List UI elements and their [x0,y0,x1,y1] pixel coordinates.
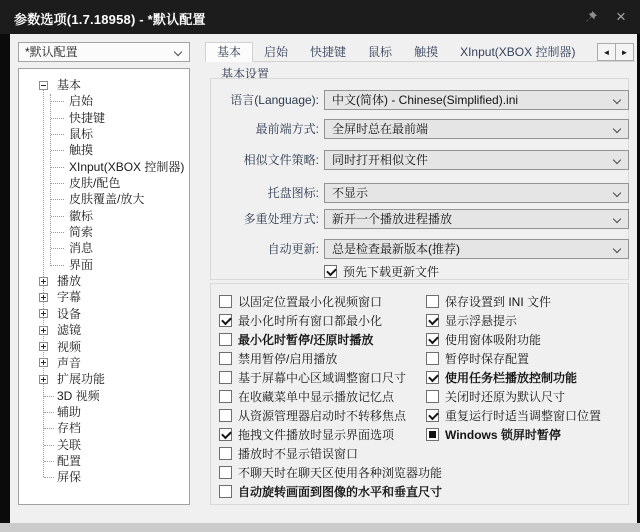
tree-item-label: 鼠标 [69,127,94,142]
option-row[interactable] [219,330,442,349]
tree-item-label: 消息 [69,241,94,256]
setting-label: 语言(Language): [230,93,319,107]
tree-item-label: 视频 [57,339,82,354]
checkbox-label: 保存设置到 INI 文件 [445,295,552,309]
checkbox[interactable] [324,265,337,278]
tree-item-label: 播放 [57,274,82,289]
setting-combobox[interactable] [324,239,629,259]
setting-label: 托盘图标: [267,186,319,200]
checkbox[interactable] [426,333,439,346]
tree-item[interactable] [19,159,189,175]
tree-item-label: 界面 [69,257,94,272]
chevron-down-icon [174,48,182,56]
checkbox-label: 基于屏幕中心区域调整窗口尺寸 [238,371,407,385]
expand-icon[interactable] [39,358,48,367]
expand-icon[interactable] [39,277,48,286]
checkbox[interactable] [426,390,439,403]
combobox-value: 全屏时总在最前端 [332,122,429,136]
option-row[interactable] [219,292,442,311]
option-row[interactable] [426,292,601,311]
checkbox-label: 播放时不显示错误窗口 [238,447,359,461]
checkbox[interactable] [219,333,232,346]
checkbox[interactable] [219,390,232,403]
checkbox[interactable] [219,295,232,308]
setting-combobox[interactable] [324,150,629,170]
tree-item-label: XInput(XBOX 控制器) [69,159,185,174]
checkbox-label: 重复运行时适当调整窗口位置 [445,409,602,423]
checkbox[interactable] [426,314,439,327]
tree-item[interactable] [19,224,189,240]
checkbox-label: 使用任务栏播放控制功能 [445,371,578,385]
tree-item[interactable] [19,289,189,305]
tree-item-label: 关联 [57,437,82,452]
tree-item-label: 基本 [57,78,82,92]
setting-combobox[interactable] [324,209,629,229]
tree-item-label: 简索 [69,225,94,240]
option-row[interactable] [426,330,601,349]
tab-启始[interactable]: 启始 [264,45,289,59]
checkbox[interactable] [426,409,439,422]
tab-scroll-right-icon[interactable]: ► [615,43,634,61]
tree-item-label: 启始 [69,94,94,109]
setting-label: 最前端方式: [255,122,319,136]
tab-XInput(XBOX 控制器)[interactable]: XInput(XBOX 控制器) [460,45,576,59]
tree-item[interactable] [19,175,189,191]
tree-item[interactable] [19,371,189,387]
tree-item-label: 徽标 [69,208,94,223]
option-row[interactable] [426,311,601,330]
option-row[interactable] [426,368,601,387]
option-row[interactable] [219,444,442,463]
option-row[interactable] [219,349,442,368]
checkbox-label: 最小化时暂停/还原时播放 [238,333,374,347]
expand-icon[interactable] [39,342,48,351]
checkbox-label: 暂停时保存配置 [445,352,530,366]
tree-item-label: 快捷键 [69,110,106,125]
checkbox[interactable] [426,371,439,384]
group-title-basic-settings: 基本设置 [217,65,273,82]
pin-icon [584,10,598,24]
tab-scroll-arrows [597,43,634,61]
tree-item[interactable] [19,77,189,93]
setting-combobox[interactable] [324,90,629,110]
checkbox-label: 显示浮悬提示 [445,314,518,328]
option-row[interactable] [426,387,601,406]
combobox-value: 总是检查最新版本(推荐) [332,242,460,256]
tab-strip [205,42,635,62]
tree-item[interactable] [19,208,189,224]
basic-settings-group [210,78,629,280]
combobox-value: 中文(简体) - Chinese(Simplified).ini [332,93,519,107]
checkbox[interactable] [219,352,232,365]
profile-value: *默认配置 [25,45,78,59]
tree-item[interactable] [19,240,189,256]
checkbox[interactable] [219,447,232,460]
tree-item-label: 滤镜 [57,323,82,338]
checkbox[interactable] [219,485,232,498]
tree-item-label: 扩展功能 [57,372,106,387]
checkbox-label: 最小化时所有窗口都最小化 [238,314,383,328]
option-row[interactable] [219,311,442,330]
expand-icon[interactable] [39,293,48,302]
tree-item[interactable] [19,453,189,469]
tree-item-label: 皮肤/配色 [69,176,121,191]
checkbox[interactable] [219,466,232,479]
option-row[interactable] [426,425,601,444]
dialog-bottom-edge [0,523,640,532]
tree-item-label: 声音 [57,355,82,370]
setting-label: 多重处理方式: [243,212,319,226]
setting-combobox[interactable] [324,119,629,139]
checkbox-label: 拖拽文件播放时显示界面选项 [238,428,395,442]
checkbox[interactable] [426,428,439,441]
tab-基本[interactable]: 基本 [205,42,253,62]
tab-scroll-left-icon[interactable]: ◄ [597,43,616,61]
options-group [210,283,629,505]
settings-tree[interactable] [18,68,190,505]
option-row[interactable] [219,387,442,406]
tree-item-label: 触摸 [69,143,94,158]
tree-item[interactable] [19,191,189,207]
checkbox-label: 以固定位置最小化视频窗口 [238,295,383,309]
tab-快捷键[interactable]: 快捷键 [310,45,347,59]
expand-icon[interactable] [39,375,48,384]
tree-item[interactable] [19,437,189,453]
option-row[interactable] [426,406,601,425]
tab-鼠标[interactable]: 鼠标 [368,45,393,59]
tree-item-label: 设备 [57,306,82,321]
checkbox-label: 关闭时还原为默认尺寸 [445,390,566,404]
window-title: 参数选项(1.7.18958) - *默认配置 [14,12,206,27]
predownload-update-option[interactable] [324,263,439,280]
collapse-icon[interactable] [39,81,48,90]
tree-item[interactable] [19,322,189,338]
setting-label: 相似文件策略: [243,153,319,167]
tree-item[interactable] [19,110,189,126]
tree-item[interactable] [19,126,189,142]
pin-button[interactable] [580,7,602,27]
checkbox[interactable] [219,314,232,327]
checkbox-label: 禁用暂停/启用播放 [238,352,338,366]
tree-item[interactable] [19,273,189,289]
combobox-value: 新开一个播放进程播放 [332,212,453,226]
tree-item[interactable] [19,388,189,404]
tree-item-label: 屏保 [57,470,82,485]
tree-item[interactable] [19,93,189,109]
tree-item-label: 辅助 [57,404,82,419]
profile-combobox[interactable] [18,42,190,62]
combobox-value: 同时打开相似文件 [332,153,429,167]
titlebar [0,0,640,34]
tree-item[interactable] [19,404,189,420]
tree-item-label: 存档 [57,421,82,436]
tree-item[interactable] [19,257,189,273]
checkbox[interactable] [426,352,439,365]
tree-item[interactable] [19,306,189,322]
option-row[interactable] [219,482,442,501]
checkbox[interactable] [219,428,232,441]
tree-item-label: 配置 [57,453,82,468]
option-row[interactable] [219,406,442,425]
expand-icon[interactable] [39,326,48,335]
tree-item-label: 皮肤覆盖/放大 [69,192,145,207]
checkbox[interactable] [426,295,439,308]
option-row[interactable] [219,425,442,444]
expand-icon[interactable] [39,309,48,318]
tree-item-label: 3D 视频 [57,388,100,403]
checkbox-label: Windows 锁屏时暂停 [445,428,561,442]
tree-item[interactable] [19,469,189,485]
checkbox[interactable] [219,409,232,422]
close-button[interactable]: × [616,7,626,26]
checkbox[interactable] [219,371,232,384]
checkbox-label: 不聊天时在聊天区使用各种浏览器功能 [238,466,443,480]
checkbox-label: 预先下载更新文件 [343,265,440,279]
setting-label: 自动更新: [267,242,319,256]
option-row[interactable] [219,463,442,482]
checkbox-label: 从资源管理器启动时不转移焦点 [238,409,407,423]
option-row[interactable] [426,349,601,368]
checkbox-label: 在收藏菜单中显示播放记忆点 [238,390,395,404]
tree-item[interactable] [19,339,189,355]
tree-item[interactable] [19,420,189,436]
combobox-value: 不显示 [332,186,369,200]
tree-item[interactable] [19,355,189,371]
checkbox-label: 自动旋转画面到图像的水平和垂直尺寸 [238,485,443,499]
setting-combobox[interactable] [324,183,629,203]
option-row[interactable] [219,368,442,387]
tab-触摸[interactable]: 触摸 [414,45,439,59]
tree-item[interactable] [19,142,189,158]
tree-item-label: 字幕 [57,290,82,305]
checkbox-label: 使用窗体吸附功能 [445,333,542,347]
